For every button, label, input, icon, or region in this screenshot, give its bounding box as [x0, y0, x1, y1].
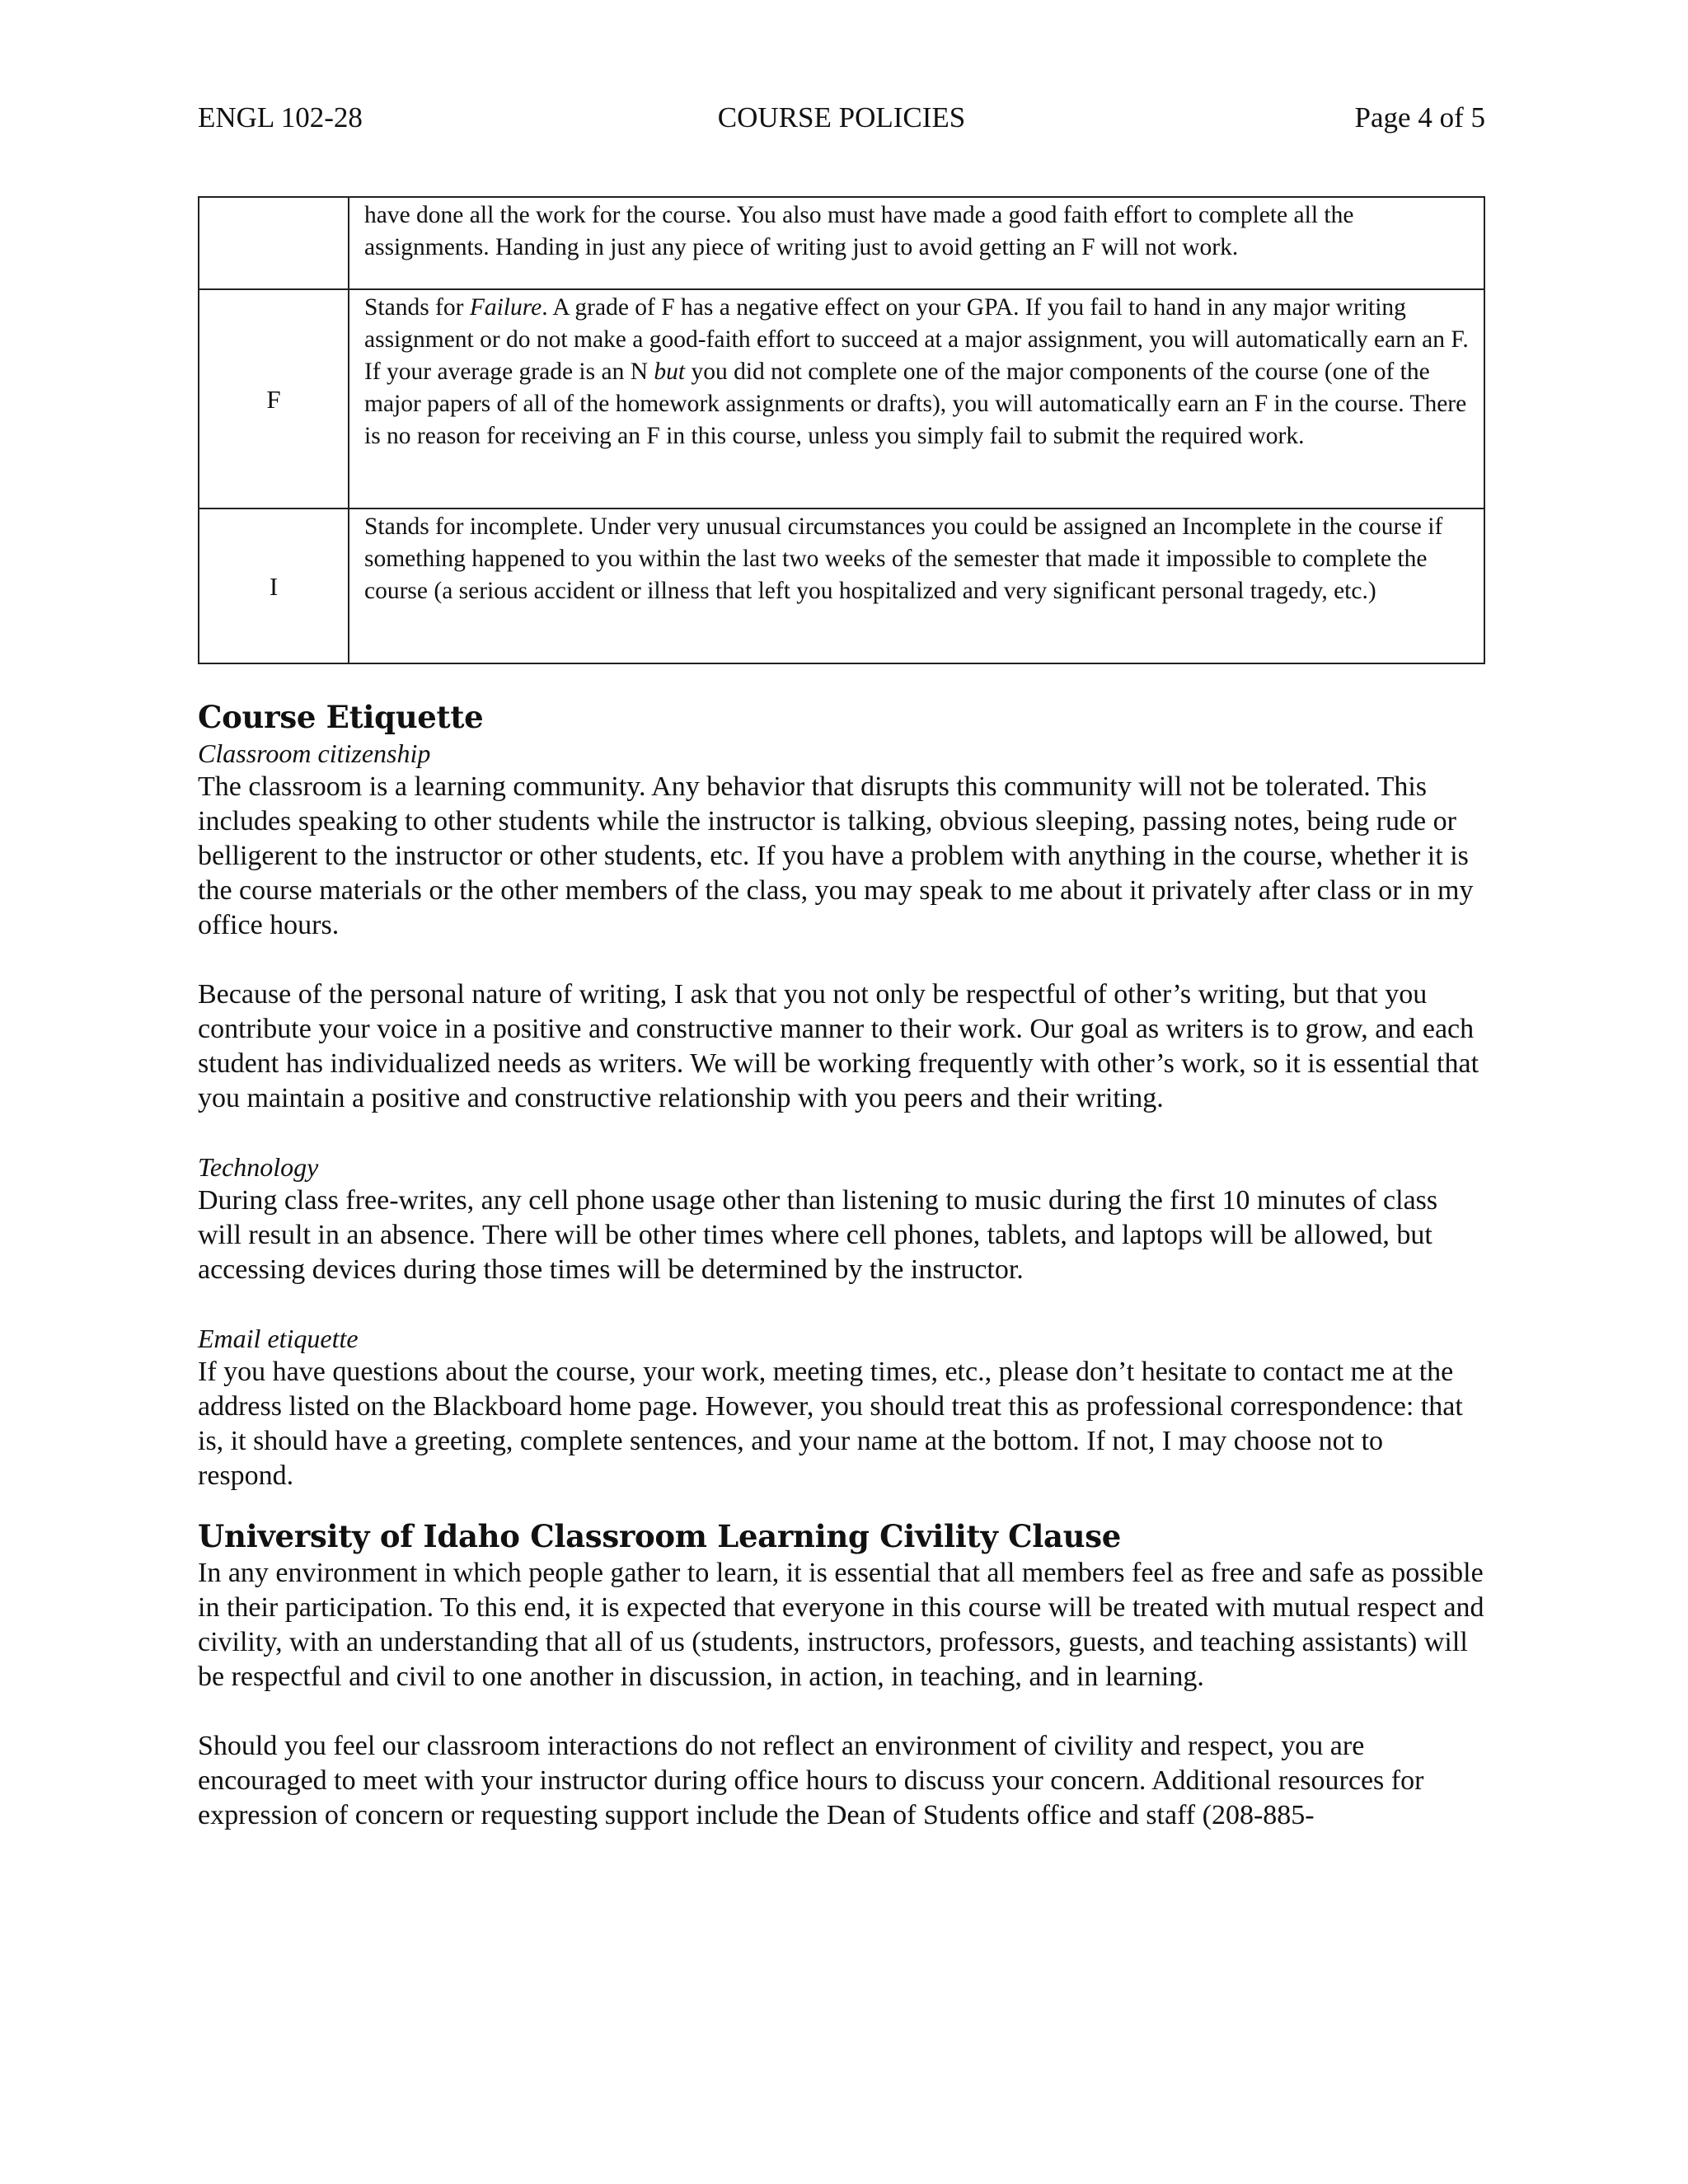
grade-description-text: you did not complete one of the major components of the course (one of the major papers of all of the homework assignments or drafts), you will automatically earn an F in the course. There is no reason for receiving an F in this course, unless you simply fail to submit the required work. [364, 359, 1467, 449]
paragraph-civility-2: Should you feel our classroom interactions do not reflect an environment of civility and respect, you are encouraged to meet with your instructor during office hours to discuss your concern. Additional resources for expression of concern or requesting support include the Dean of Students office and staff (208-885- [198, 1731, 1424, 1830]
grade-description [349, 509, 1484, 663]
grade-description-emphasis: but [654, 359, 686, 385]
grade-description-text: Stands for incomplete. Under very unusual circumstances you could be assigned an Incomplete in the course if something happened to you within the last two weeks of the semester that made it impossible to complete the course (a serious accident or illness that left you hospitalized and very significant personal tragedy, etc.) [364, 513, 1443, 604]
paragraph-spacer [198, 1694, 1485, 1729]
paragraph-email: If you have questions about the course, your work, meeting times, etc., please don’t hesitate to contact me at the address listed on the Blackboard home page. However, you should treat this as professional correspondence: that is, it should have a greeting, complete sentences, and your name at the bottom. If not, I may choose not to respond. [198, 1357, 1463, 1491]
paragraph-spacer [198, 1493, 1485, 1516]
table-row [199, 289, 1484, 509]
header-course-code: ENGL 102-28 [198, 101, 363, 134]
header-section-title: COURSE POLICIES [717, 101, 966, 134]
grade-description-text: have done all the work for the course. You also must have made a good faith effort to complete all the assignments. Handing in just any piece of writing just to avoid getting an F will not work. [364, 202, 1354, 260]
table-row [199, 197, 1484, 289]
grade-cell [199, 197, 349, 289]
grade-description-text: Stands for [364, 294, 470, 321]
grade-cell: F [199, 289, 349, 509]
table-row [199, 509, 1484, 663]
section-heading-civility-clause: University of Idaho Classroom Learning Civility Clause [198, 1518, 1122, 1554]
grade-description [349, 289, 1484, 509]
paragraph-technology: During class free-writes, any cell phone usage other than listening to music during the first 10 minutes of class will result in an absence. There will be other times where cell phones, tablets, and laptops will be allowed, but accessing devices during those times will be determined by the instructor. [198, 1185, 1438, 1285]
grade-description [349, 197, 1484, 289]
paragraph-citizenship-1: The classroom is a learning community. Any behavior that disrupts this community will not be tolerated. This includes speaking to other students while the instructor is talking, obvious sleeping, passing notes, being rude or belligerent to the instructor or other students, etc. If you have a problem with anything in the course, whether it is the course materials or the other members of the class, you may speak to me about it privately after class or in my office hours. [198, 771, 1474, 940]
subheading-technology: Technology [198, 1152, 319, 1182]
grade-cell: I [199, 509, 349, 663]
paragraph-citizenship-2: Because of the personal nature of writing, I ask that you not only be respectful of other’s writing, but that you contribute your voice in a positive and constructive manner to their work. Our goal as writers is to grow, and each student has individualized needs as writers. We will be working frequently with other’s work, so it is essential that you maintain a positive and constructive relationship with you peers and their writing. [198, 979, 1479, 1113]
main-content [198, 697, 1485, 1833]
subheading-classroom-citizenship: Classroom citizenship [198, 738, 431, 768]
subheading-email-etiquette: Email etiquette [198, 1324, 359, 1353]
header-page-number: Page 4 of 5 [1354, 101, 1485, 134]
grade-description-emphasis: Failure [469, 294, 542, 321]
grade-table [198, 196, 1485, 664]
paragraph-spacer [198, 943, 1485, 977]
grade-description-text: . A grade of F has a negative effect on your GPA. If you fail to hand in any major writing assignment or do not make a good-faith effort to succeed at a major assignment, you will automatically earn an F. If your average grade is an N [364, 294, 1469, 385]
paragraph-spacer [198, 1287, 1485, 1322]
section-heading-course-etiquette: Course Etiquette [198, 699, 484, 735]
paragraph-civility-1: In any environment in which people gather to learn, it is essential that all members feel as free and safe as possible in their participation. To this end, it is expected that everyone in this course will be treated with mutual respect and civility, with an understanding that all of us (students, instructors, professors, guests, and teaching assistants) will be respectful and civil to one another in discussion, in action, in teaching, and in learning. [198, 1558, 1484, 1692]
paragraph-spacer [198, 1116, 1485, 1151]
running-header [198, 97, 1485, 138]
